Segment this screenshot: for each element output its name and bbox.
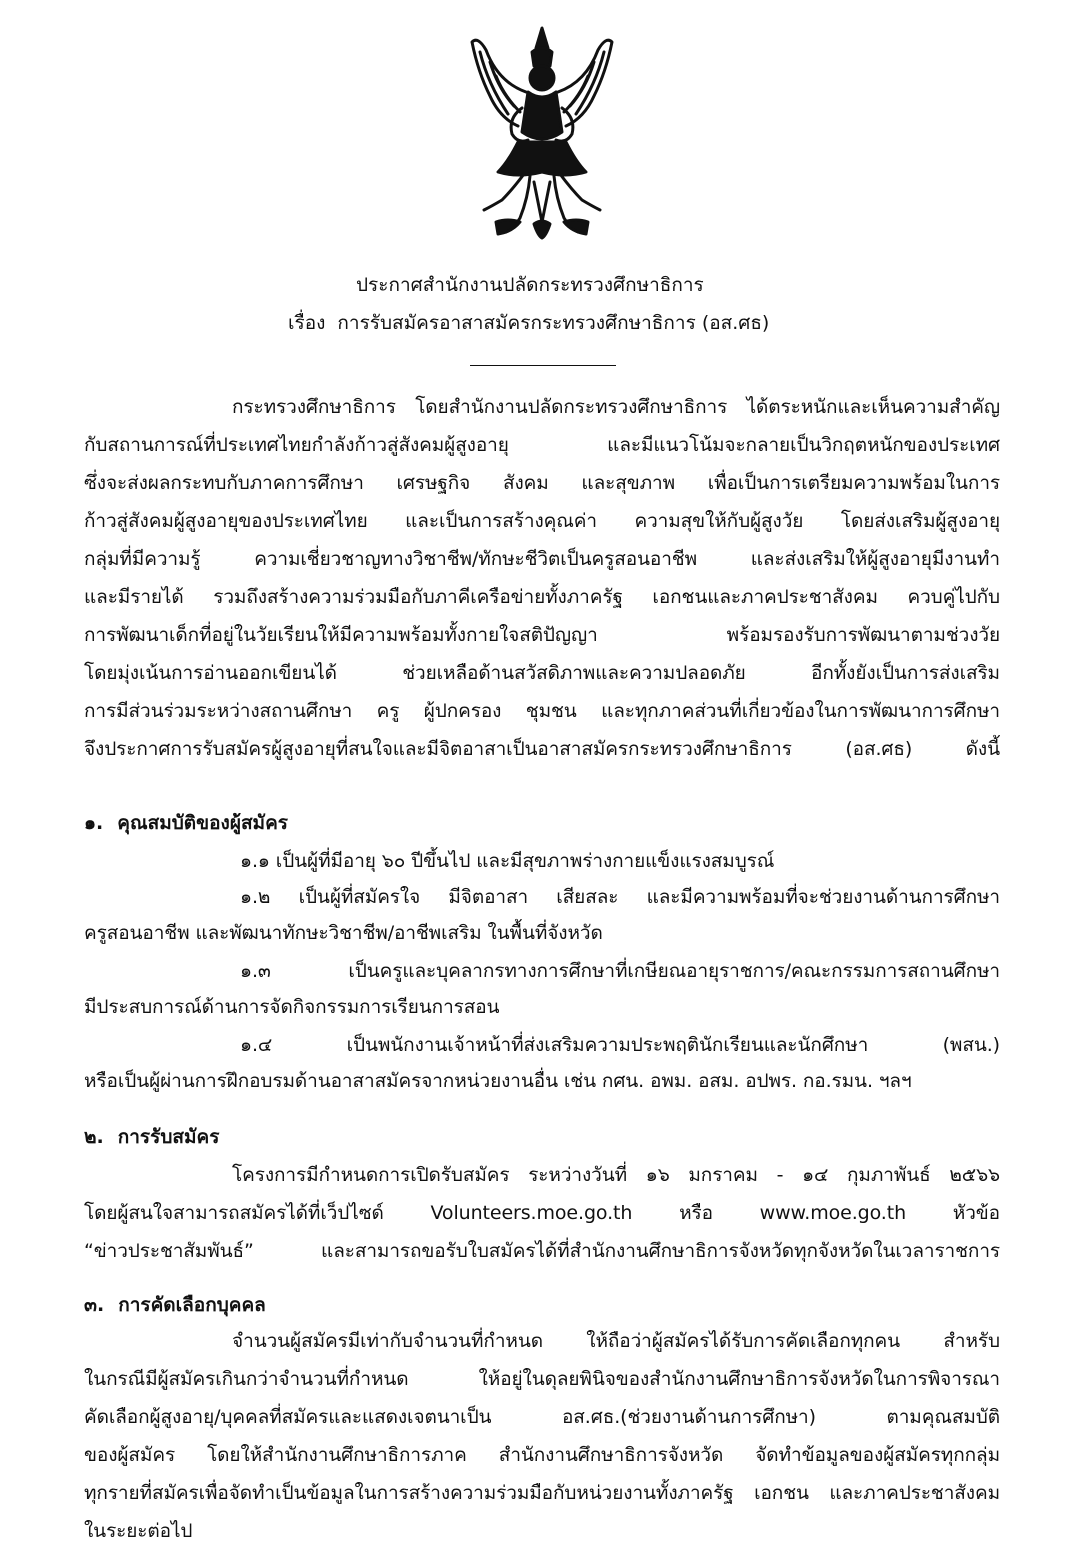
section-3-heading — [84, 1290, 266, 1320]
section-2-line: โครงการมีกำหนดการเปิดรับสมัคร ระหว่างวันที่ ๑๖ มกราคม - ๑๔ กุมภาพันธ์ ๒๕๖๖ — [232, 1164, 1000, 1186]
subject-text: การรับสมัครอาสาสมัครกระทรวงศึกษาธิการ (อส.ศธ) — [337, 312, 770, 334]
section-3-number: ๓. — [84, 1294, 105, 1316]
subject-label: เรื่อง — [288, 312, 326, 334]
announcement-subject — [288, 308, 769, 338]
section-1-item: ๑.๑ เป็นผู้ที่มีอายุ ๖๐ ปีขึ้นไป และมีสุขภาพร่างกายแข็งแรงสมบูรณ์ — [240, 850, 775, 872]
section-2-line: โดยผู้สนใจสามารถสมัครได้ที่เว็ปไซด์ Volunteers.moe.go.th หรือ www.moe.go.th หัวข้อ — [84, 1202, 1000, 1224]
intro-line: จึงประกาศการรับสมัครผู้สูงอายุที่สนใจและมีจิตอาสาเป็นอาสาสมัครกระทรวงศึกษาธิการ (อส.ศธ) ดังนี้ — [84, 738, 1000, 760]
intro-line: กับสถานการณ์ที่ประเทศไทยกำลังก้าวสู่สังคมผู้สูงอายุ และมีแนวโน้มจะกลายเป็นวิกฤตหนักของประเทศ — [84, 434, 1000, 456]
section-3-line: ในระยะต่อไป — [84, 1520, 193, 1542]
section-1-number: ๑. — [84, 812, 104, 834]
section-3-line: ทุกรายที่สมัครเพื่อจัดทำเป็นข้อมูลในการสร้างความร่วมมือกับหน่วยงานทั้งภาครัฐ เอกชน และภาคประชาสังคม — [84, 1482, 1000, 1504]
section-3-line: คัดเลือกผู้สูงอายุ/บุคคลที่สมัครและแสดงเจตนาเป็น อส.ศธ.(ช่วยงานด้านการศึกษา) ตามคุณสมบัติ — [84, 1406, 1000, 1428]
intro-line: การพัฒนาเด็กที่อยู่ในวัยเรียนให้มีความพร้อมทั้งกายใจสติปัญญา พร้อมรองรับการพัฒนาตามช่วงวัย — [84, 624, 1000, 646]
section-1-item-cont: มีประสบการณ์ด้านการจัดกิจกรรมการเรียนการสอน — [84, 996, 500, 1018]
section-1-heading — [84, 808, 288, 838]
garuda-emblem-icon — [468, 22, 616, 240]
section-1-item-cont: ครูสอนอาชีพ และพัฒนาทักษะวิชาชีพ/อาชีพเสริม ในพื้นที่จังหวัด — [84, 922, 603, 944]
section-2-title: การรับสมัคร — [117, 1126, 220, 1148]
section-3-line: ของผู้สมัคร โดยให้สำนักงานศึกษาธิการภาค สำนักงานศึกษาธิการจังหวัด จัดทำข้อมูลของผู้สมัครทุกกลุ่ม — [84, 1444, 1000, 1466]
section-1-title: คุณสมบัติของผู้สมัคร — [117, 812, 288, 834]
title-divider — [470, 365, 616, 366]
intro-line: ก้าวสู่สังคมผู้สูงอายุของประเทศไทย และเป็นการสร้างคุณค่า ความสุขให้กับผู้สูงวัย โดยส่งเสริมผู้สูงอายุ — [84, 510, 1000, 532]
section-1-item: ๑.๔ เป็นพนักงานเจ้าหน้าที่ส่งเสริมความประพฤตินักเรียนและนักศึกษา (พสน.) — [240, 1034, 1000, 1056]
section-3-line: จำนวนผู้สมัครมีเท่ากับจำนวนที่กำหนด ให้ถือว่าผู้สมัครได้รับการคัดเลือกทุกคน สำหรับ — [232, 1330, 1000, 1352]
section-2-heading — [84, 1122, 219, 1152]
section-3-line: ในกรณีมีผู้สมัครเกินกว่าจำนวนที่กำหนด ให้อยู่ในดุลยพินิจของสำนักงานศึกษาธิการจังหวัดในการพิจารณา — [84, 1368, 1000, 1390]
section-1-item: ๑.๓ เป็นครูและบุคลากรทางการศึกษาที่เกษียณอายุราชการ/คณะกรรมการสถานศึกษา — [240, 960, 1000, 982]
announcement-title: ประกาศสำนักงานปลัดกระทรวงศึกษาธิการ — [356, 274, 704, 296]
intro-line: และมีรายได้ รวมถึงสร้างความร่วมมือกับภาคีเครือข่ายทั้งภาครัฐ เอกชนและภาคประชาสังคม ควบคู่ไปกับ — [84, 586, 1000, 608]
intro-line: กระทรวงศึกษาธิการ โดยสำนักงานปลัดกระทรวงศึกษาธิการ ได้ตระหนักและเห็นความสำคัญ — [232, 396, 1000, 418]
intro-line: โดยมุ่งเน้นการอ่านออกเขียนได้ ช่วยเหลือด้านสวัสดิภาพและความปลอดภัย อีกทั้งยังเป็นการส่งเสริม — [84, 662, 1000, 684]
intro-line: กลุ่มที่มีความรู้ ความเชี่ยวชาญทางวิชาชีพ/ทักษะชีวิตเป็นครูสอนอาชีพ และส่งเสริมให้ผู้สูงอายุมีงานทำ — [84, 548, 1000, 570]
intro-line: การมีส่วนร่วมระหว่างสถานศึกษา ครู ผู้ปกครอง ชุมชน และทุกภาคส่วนที่เกี่ยวข้องในการพัฒนาการศึกษา — [84, 700, 1000, 722]
section-1-item: ๑.๒ เป็นผู้ที่สมัครใจ มีจิตอาสา เสียสละ และมีความพร้อมที่จะช่วยงานด้านการศึกษา — [240, 886, 1000, 908]
section-2-number: ๒. — [84, 1126, 104, 1148]
section-2-line: “ข่าวประชาสัมพันธ์” และสามารถขอรับใบสมัครได้ที่สำนักงานศึกษาธิการจังหวัดทุกจังหวัดในเวลาราชการ — [84, 1240, 1000, 1262]
intro-line: ซึ่งจะส่งผลกระทบกับภาคการศึกษา เศรษฐกิจ สังคม และสุขภาพ เพื่อเป็นการเตรียมความพร้อมในการ — [84, 472, 1000, 494]
section-1-item-cont: หรือเป็นผู้ผ่านการฝึกอบรมด้านอาสาสมัครจากหน่วยงานอื่น เช่น กศน. อพม. อสม. อปพร. กอ.รมน. ฯลฯ — [84, 1070, 912, 1092]
section-3-title: การคัดเลือกบุคคล — [118, 1294, 266, 1316]
